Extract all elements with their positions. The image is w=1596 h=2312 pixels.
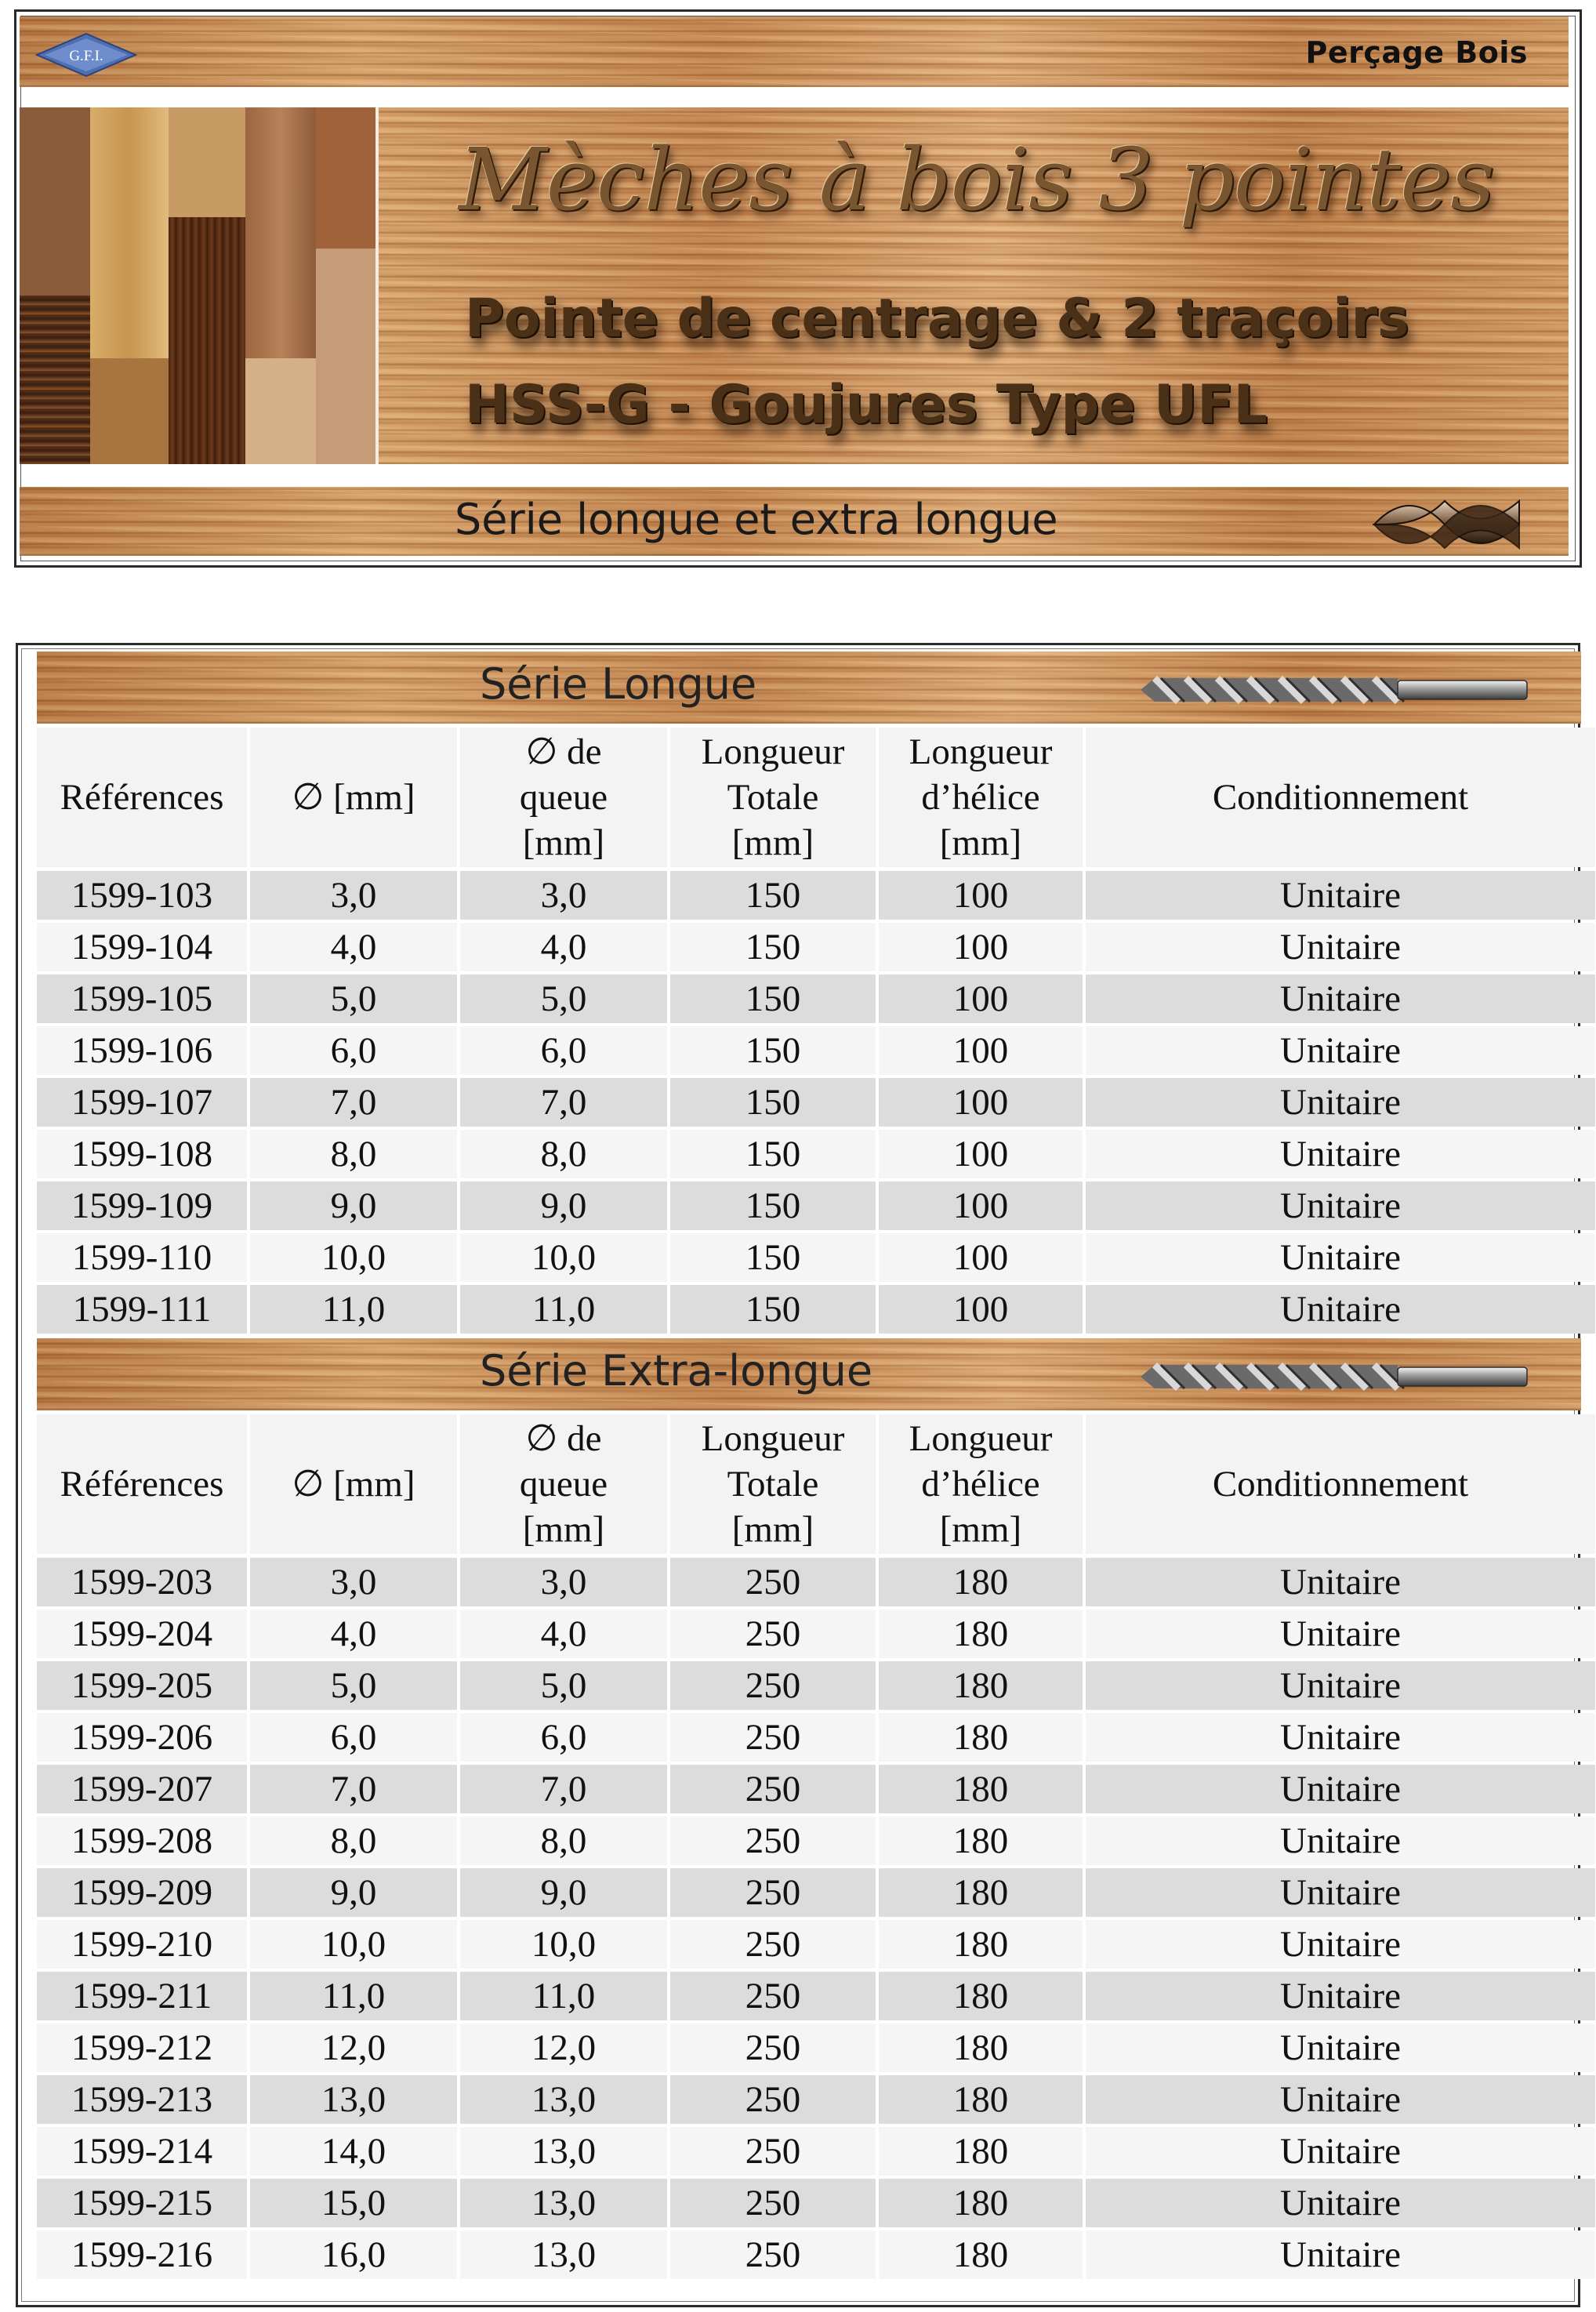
cell-diam: 11,0 <box>250 1972 457 2020</box>
column-header-shank: ∅ de queue [mm] <box>460 1414 667 1554</box>
gfi-logo-icon <box>35 32 137 78</box>
cell-helix: 180 <box>879 1817 1083 1865</box>
cell-ref: 1599-111 <box>37 1285 247 1334</box>
cell-shank: 3,0 <box>460 871 667 920</box>
column-header-total: Longueur Totale [mm] <box>670 1414 876 1554</box>
cell-helix: 100 <box>879 1026 1083 1075</box>
table-row <box>37 871 1595 920</box>
cell-diam: 6,0 <box>250 1026 457 1075</box>
cell-ref: 1599-205 <box>37 1661 247 1710</box>
table-row <box>37 1285 1595 1334</box>
cell-diam: 8,0 <box>250 1817 457 1865</box>
cell-diam: 10,0 <box>250 1233 457 1282</box>
cell-shank: 7,0 <box>460 1078 667 1127</box>
cell-shank: 12,0 <box>460 2023 667 2072</box>
cell-helix: 180 <box>879 2023 1083 2072</box>
banner-main-panel <box>20 107 1569 464</box>
cell-helix: 100 <box>879 1078 1083 1127</box>
cell-helix: 180 <box>879 1765 1083 1813</box>
drill-bit-tip-icon <box>1366 493 1523 556</box>
cell-ref: 1599-214 <box>37 2127 247 2176</box>
cell-helix: 100 <box>879 1233 1083 1282</box>
cell-diam: 8,0 <box>250 1130 457 1178</box>
product-banner <box>14 9 1582 568</box>
cell-total: 150 <box>670 1285 876 1334</box>
table-row <box>37 1817 1595 1865</box>
cell-diam: 4,0 <box>250 1610 457 1658</box>
column-header-shank: ∅ de queue [mm] <box>460 728 667 867</box>
cell-helix: 180 <box>879 1610 1083 1658</box>
column-header-pack: Conditionnement <box>1086 728 1595 867</box>
cell-total: 150 <box>670 1181 876 1230</box>
cell-pack: Unitaire <box>1086 1817 1595 1865</box>
column-header-ref: Références <box>37 728 247 867</box>
cell-shank: 7,0 <box>460 1765 667 1813</box>
cell-total: 250 <box>670 2230 876 2279</box>
column-header-ref: Références <box>37 1414 247 1554</box>
cell-pack: Unitaire <box>1086 923 1595 971</box>
cell-diam: 12,0 <box>250 2023 457 2072</box>
cell-total: 150 <box>670 1130 876 1178</box>
cell-diam: 3,0 <box>250 871 457 920</box>
column-header-helix: Longueur d’hélice [mm] <box>879 1414 1083 1554</box>
series-caption: Série longue et extra longue <box>455 495 1058 544</box>
column-header-diam: ∅ [mm] <box>250 728 457 867</box>
cell-shank: 13,0 <box>460 2230 667 2279</box>
cell-pack: Unitaire <box>1086 1610 1595 1658</box>
cell-total: 150 <box>670 871 876 920</box>
cell-ref: 1599-209 <box>37 1868 247 1917</box>
banner-title: Mèches à bois 3 pointes <box>459 129 1494 230</box>
table-row <box>37 1610 1595 1658</box>
cell-diam: 9,0 <box>250 1181 457 1230</box>
column-header-row <box>37 1414 1595 1554</box>
cell-helix: 180 <box>879 1868 1083 1917</box>
cell-pack: Unitaire <box>1086 2230 1595 2279</box>
section-title: Série Extra-longue <box>480 1346 873 1396</box>
banner-bottom-strip <box>20 487 1569 556</box>
cell-pack: Unitaire <box>1086 1181 1595 1230</box>
banner-subtitle-line1: Pointe de centrage & 2 traçoirs <box>465 288 1409 350</box>
cell-shank: 6,0 <box>460 1713 667 1762</box>
cell-diam: 7,0 <box>250 1078 457 1127</box>
cell-diam: 7,0 <box>250 1765 457 1813</box>
cell-ref: 1599-213 <box>37 2075 247 2124</box>
cell-pack: Unitaire <box>1086 1713 1595 1762</box>
cell-ref: 1599-207 <box>37 1765 247 1813</box>
cell-shank: 9,0 <box>460 1181 667 1230</box>
cell-helix: 100 <box>879 871 1083 920</box>
banner-subtitle-line2: HSS-G - Goujures Type UFL <box>465 374 1268 436</box>
cell-shank: 4,0 <box>460 923 667 971</box>
drill-bit-icon <box>1139 670 1531 710</box>
cell-shank: 13,0 <box>460 2127 667 2176</box>
cell-shank: 8,0 <box>460 1130 667 1178</box>
cell-ref: 1599-103 <box>37 871 247 920</box>
cell-pack: Unitaire <box>1086 2127 1595 2176</box>
cell-diam: 13,0 <box>250 2075 457 2124</box>
cell-pack: Unitaire <box>1086 1765 1595 1813</box>
category-label: Perçage Bois <box>1305 35 1528 70</box>
column-header-diam: ∅ [mm] <box>250 1414 457 1554</box>
cell-shank: 5,0 <box>460 975 667 1023</box>
cell-diam: 3,0 <box>250 1558 457 1606</box>
column-header-row <box>37 728 1595 867</box>
cell-total: 250 <box>670 1817 876 1865</box>
table-row <box>37 1078 1595 1127</box>
table-row <box>37 1920 1595 1969</box>
cell-total: 250 <box>670 2127 876 2176</box>
cell-diam: 16,0 <box>250 2230 457 2279</box>
cell-diam: 15,0 <box>250 2179 457 2227</box>
cell-ref: 1599-215 <box>37 2179 247 2227</box>
cell-total: 250 <box>670 1661 876 1710</box>
cell-shank: 9,0 <box>460 1868 667 1917</box>
cell-ref: 1599-206 <box>37 1713 247 1762</box>
cell-shank: 11,0 <box>460 1972 667 2020</box>
cell-total: 250 <box>670 1610 876 1658</box>
cell-shank: 3,0 <box>460 1558 667 1606</box>
cell-total: 250 <box>670 1920 876 1969</box>
column-header-total: Longueur Totale [mm] <box>670 728 876 867</box>
table-row <box>37 1181 1595 1230</box>
cell-ref: 1599-108 <box>37 1130 247 1178</box>
cell-pack: Unitaire <box>1086 2023 1595 2072</box>
cell-pack: Unitaire <box>1086 1558 1595 1606</box>
cell-total: 250 <box>670 2075 876 2124</box>
drill-bit-icon <box>1139 1357 1531 1396</box>
cell-helix: 180 <box>879 1558 1083 1606</box>
cell-helix: 180 <box>879 1713 1083 1762</box>
cell-ref: 1599-109 <box>37 1181 247 1230</box>
cell-ref: 1599-105 <box>37 975 247 1023</box>
cell-pack: Unitaire <box>1086 1661 1595 1710</box>
cell-diam: 6,0 <box>250 1713 457 1762</box>
cell-pack: Unitaire <box>1086 2179 1595 2227</box>
cell-total: 250 <box>670 1868 876 1917</box>
cell-diam: 5,0 <box>250 975 457 1023</box>
column-header-pack: Conditionnement <box>1086 1414 1595 1554</box>
cell-shank: 13,0 <box>460 2179 667 2227</box>
cell-ref: 1599-104 <box>37 923 247 971</box>
section-header-bar <box>37 1338 1581 1410</box>
cell-ref: 1599-107 <box>37 1078 247 1127</box>
cell-ref: 1599-212 <box>37 2023 247 2072</box>
table-row <box>37 1972 1595 2020</box>
product-table <box>16 643 1580 2307</box>
cell-ref: 1599-110 <box>37 1233 247 1282</box>
cell-total: 250 <box>670 1558 876 1606</box>
cell-ref: 1599-211 <box>37 1972 247 2020</box>
cell-total: 250 <box>670 1765 876 1813</box>
cell-total: 150 <box>670 1078 876 1127</box>
cell-diam: 5,0 <box>250 1661 457 1710</box>
cell-helix: 180 <box>879 2127 1083 2176</box>
cell-pack: Unitaire <box>1086 1972 1595 2020</box>
cell-shank: 5,0 <box>460 1661 667 1710</box>
cell-total: 150 <box>670 923 876 971</box>
cell-helix: 180 <box>879 2075 1083 2124</box>
cell-diam: 4,0 <box>250 923 457 971</box>
table-row <box>37 923 1595 971</box>
cell-pack: Unitaire <box>1086 1868 1595 1917</box>
cell-total: 150 <box>670 1233 876 1282</box>
cell-helix: 180 <box>879 2230 1083 2279</box>
table-row <box>37 2179 1595 2227</box>
cell-pack: Unitaire <box>1086 975 1595 1023</box>
cell-total: 150 <box>670 1026 876 1075</box>
cell-shank: 4,0 <box>460 1610 667 1658</box>
cell-diam: 10,0 <box>250 1920 457 1969</box>
cell-pack: Unitaire <box>1086 1130 1595 1178</box>
table-row <box>37 1713 1595 1762</box>
cell-shank: 13,0 <box>460 2075 667 2124</box>
table-row <box>37 2023 1595 2072</box>
cell-helix: 100 <box>879 923 1083 971</box>
cell-shank: 6,0 <box>460 1026 667 1075</box>
cell-total: 250 <box>670 1972 876 2020</box>
table-row <box>37 1558 1595 1606</box>
cell-helix: 100 <box>879 975 1083 1023</box>
cell-ref: 1599-208 <box>37 1817 247 1865</box>
table-row <box>37 1130 1595 1178</box>
table-row <box>37 1868 1595 1917</box>
cell-pack: Unitaire <box>1086 2075 1595 2124</box>
table-row <box>37 975 1595 1023</box>
cell-total: 150 <box>670 975 876 1023</box>
table-row <box>37 1661 1595 1710</box>
cell-shank: 8,0 <box>460 1817 667 1865</box>
cell-shank: 10,0 <box>460 1233 667 1282</box>
cell-helix: 180 <box>879 1972 1083 2020</box>
table-row <box>37 1233 1595 1282</box>
cell-ref: 1599-216 <box>37 2230 247 2279</box>
cell-ref: 1599-204 <box>37 1610 247 1658</box>
cell-shank: 10,0 <box>460 1920 667 1969</box>
cell-total: 250 <box>670 2179 876 2227</box>
banner-top-strip <box>20 16 1569 87</box>
cell-diam: 14,0 <box>250 2127 457 2176</box>
cell-total: 250 <box>670 1713 876 1762</box>
cell-helix: 100 <box>879 1130 1083 1178</box>
cell-pack: Unitaire <box>1086 1285 1595 1334</box>
column-header-helix: Longueur d’hélice [mm] <box>879 728 1083 867</box>
section-title: Série Longue <box>480 659 757 709</box>
cell-ref: 1599-106 <box>37 1026 247 1075</box>
table-row <box>37 2230 1595 2279</box>
wood-samples-image <box>20 107 379 464</box>
cell-total: 250 <box>670 2023 876 2072</box>
cell-diam: 11,0 <box>250 1285 457 1334</box>
cell-pack: Unitaire <box>1086 1078 1595 1127</box>
table-row <box>37 1765 1595 1813</box>
cell-helix: 100 <box>879 1285 1083 1334</box>
cell-helix: 100 <box>879 1181 1083 1230</box>
cell-pack: Unitaire <box>1086 1233 1595 1282</box>
cell-diam: 9,0 <box>250 1868 457 1917</box>
cell-helix: 180 <box>879 2179 1083 2227</box>
cell-shank: 11,0 <box>460 1285 667 1334</box>
logo-text: G.F.I. <box>69 48 103 64</box>
cell-ref: 1599-210 <box>37 1920 247 1969</box>
section-header-bar <box>37 651 1581 724</box>
table-row <box>37 2075 1595 2124</box>
cell-pack: Unitaire <box>1086 871 1595 920</box>
cell-helix: 180 <box>879 1661 1083 1710</box>
cell-helix: 180 <box>879 1920 1083 1969</box>
cell-ref: 1599-203 <box>37 1558 247 1606</box>
cell-pack: Unitaire <box>1086 1920 1595 1969</box>
cell-pack: Unitaire <box>1086 1026 1595 1075</box>
table-row <box>37 1026 1595 1075</box>
table-row <box>37 2127 1595 2176</box>
